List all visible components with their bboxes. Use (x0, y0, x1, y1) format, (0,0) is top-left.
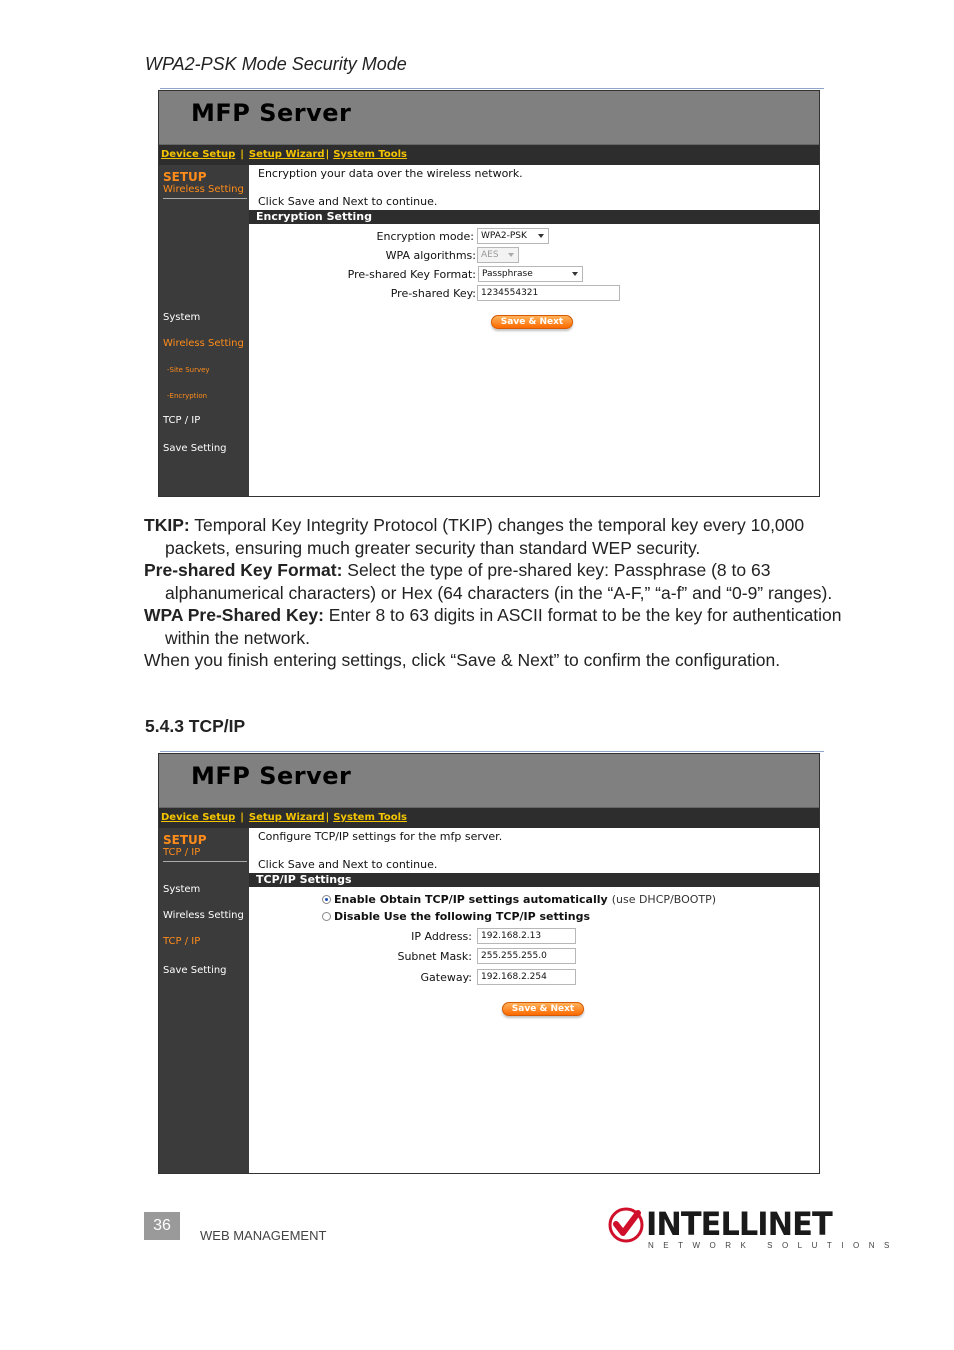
wpa-algorithms-select[interactable] (477, 247, 519, 263)
save-next-button[interactable]: Save & Next (491, 315, 573, 329)
content-panel (249, 828, 819, 1173)
body-text (144, 514, 844, 672)
page-heading: WPA2-PSK Mode Security Mode (145, 54, 407, 74)
psk-row (249, 285, 819, 303)
top-rule (160, 751, 824, 752)
sidebar-item-tcp-ip[interactable]: TCP / IP (163, 936, 201, 947)
description-line: Click Save and Next to continue. (258, 195, 438, 208)
tkip-paragraph (144, 514, 844, 559)
top-nav (159, 145, 819, 165)
field-label: Encryption mode: (376, 230, 474, 243)
chevron-down-icon (538, 234, 544, 238)
intellinet-logo (608, 1205, 899, 1255)
sidebar-section-header (163, 834, 247, 862)
term: Pre-shared Key Format: (144, 560, 343, 580)
app-title: MFP Server (191, 99, 352, 127)
field-label: Subnet Mask: (397, 950, 472, 963)
section-bar: Encryption Setting (249, 210, 819, 224)
nav-separator: | (325, 812, 330, 823)
field-label: Pre-shared Key Format: (347, 268, 476, 281)
radio-manual-row[interactable] (322, 910, 590, 923)
nav-setup-wizard[interactable]: Setup Wizard (248, 149, 325, 160)
ip-address-input[interactable]: 192.168.2.13 (477, 928, 576, 944)
tcpip-screenshot (158, 753, 820, 1174)
nav-system-tools[interactable]: System Tools (333, 812, 407, 823)
logo-wordmark: INTELLINET (646, 1205, 832, 1243)
field-label: Gateway: (420, 971, 472, 984)
sidebar-section-header (163, 171, 247, 199)
encryption-screenshot (158, 90, 820, 497)
sidebar-item-wireless-setting[interactable]: Wireless Setting (163, 910, 244, 921)
sidebar-section-title: SETUP (163, 170, 207, 184)
wpa-psk-paragraph (144, 604, 844, 649)
field-label: WPA algorithms: (385, 249, 476, 262)
description-line: Configure TCP/IP settings for the mfp server. (258, 830, 503, 843)
sidebar-item-wireless-setting[interactable]: Wireless Setting (163, 338, 244, 349)
select-value: WPA2-PSK (481, 231, 527, 241)
section-bar: TCP/IP Settings (249, 873, 819, 887)
nav-system-tools[interactable]: System Tools (333, 149, 407, 160)
top-nav (159, 808, 819, 828)
wpa-algorithms-row (249, 247, 819, 265)
nav-separator: | (240, 812, 244, 823)
sidebar-section-title: SETUP (163, 833, 207, 847)
field-label: Pre-shared Key: (390, 287, 476, 300)
radio-button-selected[interactable] (322, 895, 331, 904)
sidebar-item-site-survey[interactable]: -Site Survey (167, 366, 210, 374)
top-rule (160, 88, 824, 89)
psk-format-select[interactable] (478, 266, 583, 282)
radio-button[interactable] (322, 912, 331, 921)
logo-tagline: NETWORK SOLUTIONS (648, 1241, 899, 1250)
sidebar (159, 828, 249, 1173)
psk-format-row (249, 266, 819, 284)
select-value: AES (481, 250, 499, 260)
content-panel (249, 165, 819, 496)
banner (159, 754, 819, 808)
term: TKIP: (144, 515, 190, 535)
banner (159, 91, 819, 145)
app-title: MFP Server (191, 762, 352, 790)
select-value: Passphrase (482, 269, 533, 279)
nav-device-setup[interactable]: Device Setup (161, 812, 236, 823)
definition: Enter 8 to 63 digits in ASCII format to be the key for authentication within the network. (165, 605, 842, 648)
ip-address-row (249, 928, 819, 946)
chevron-down-icon (508, 253, 514, 257)
nav-separator: | (240, 149, 244, 160)
psk-input[interactable]: 1234554321 (477, 285, 620, 301)
nav-setup-wizard[interactable]: Setup Wizard (248, 812, 325, 823)
description-line: Click Save and Next to continue. (258, 858, 438, 871)
radio-label: Enable Obtain TCP/IP settings automatically (334, 893, 608, 906)
subnet-mask-row (249, 948, 819, 966)
encryption-mode-row (249, 228, 819, 246)
radio-auto-row[interactable] (322, 893, 716, 906)
description-line: Encryption your data over the wireless network. (258, 167, 523, 180)
encryption-mode-select[interactable] (477, 228, 549, 244)
gateway-row (249, 969, 819, 987)
chevron-down-icon (572, 272, 578, 276)
nav-separator: | (325, 149, 330, 160)
sidebar-section-subtitle: TCP / IP (163, 847, 201, 858)
psk-format-paragraph (144, 559, 844, 604)
sidebar-item-tcp-ip[interactable]: TCP / IP (163, 415, 201, 426)
gateway-input[interactable]: 192.168.2.254 (477, 969, 576, 985)
radio-note: (use DHCP/BOOTP) (611, 893, 717, 906)
radio-label: Disable Use the following TCP/IP settings (334, 910, 591, 923)
sidebar (159, 165, 249, 496)
term: WPA Pre-Shared Key: (144, 605, 324, 625)
save-next-button[interactable]: Save & Next (502, 1002, 584, 1016)
definition: Temporal Key Integrity Protocol (TKIP) changes the temporal key every 10,000 packets, ensuring much greater security than standard WEP security. (165, 515, 805, 558)
subnet-mask-input[interactable]: 255.255.255.0 (477, 948, 576, 964)
sidebar-item-system[interactable]: System (163, 312, 201, 323)
sidebar-item-save-setting[interactable]: Save Setting (163, 443, 227, 454)
finish-paragraph: When you finish entering settings, click “Save & Next” to confirm the configuration. (144, 650, 781, 670)
section-heading: 5.4.3 TCP/IP (145, 716, 246, 736)
definition: Select the type of pre-shared key: Passphrase (8 to 63 alphanumerical characters) or Hex (64 characters (in the “A-F,” “a-f” and “0-9” ranges). (165, 560, 833, 603)
sidebar-item-save-setting[interactable]: Save Setting (163, 965, 227, 976)
field-label: IP Address: (411, 930, 472, 943)
sidebar-item-encryption[interactable]: -Encryption (167, 392, 208, 400)
footer-label: WEB MANAGEMENT (200, 1228, 327, 1243)
sidebar-section-subtitle: Wireless Setting (163, 184, 244, 195)
nav-device-setup[interactable]: Device Setup (161, 149, 236, 160)
checkmark-logo-icon (608, 1207, 644, 1243)
page-number: 36 (144, 1212, 180, 1240)
sidebar-item-system[interactable]: System (163, 884, 201, 895)
